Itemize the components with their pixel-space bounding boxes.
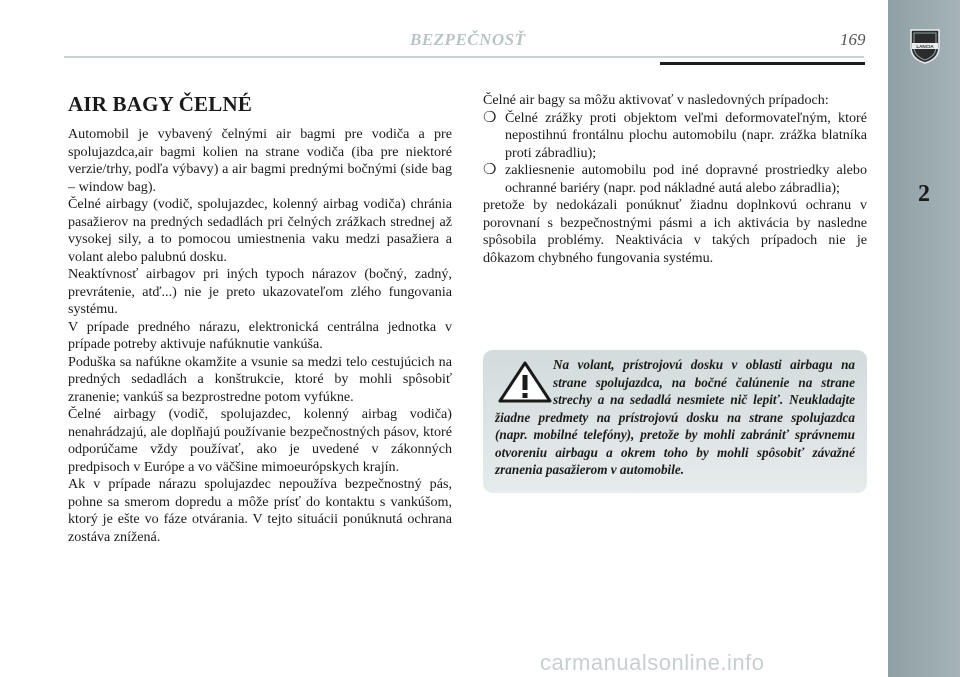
paragraph: Automobil je vybavený čelnými air bagmi pre vodiča a pre spolujazdca,air bagmi kolien na strane vodiča (iba pre niektoré verzie/trhy, podľa výbavy) a air bagmi prednými bočnými (side bag – window bag). [68,126,452,195]
section-title: BEZPEČNOSŤ [410,30,526,49]
paragraph: Poduška sa nafúkne okamžite a vsunie sa medzi telo cestujúcich na predných sedadlách a konštrukcie, ktoré by mohli spôsobiť zranenie; vankúš sa bezprostredne potom vyfúkne. [68,353,452,405]
list-item-text: Čelné zrážky proti objektom veľmi deformovateľným, ktoré nepostihnú frontálnu plochu automobilu (napr. zrážka blatníka proti zábradliu); [505,109,867,161]
list-item-text: zakliesnenie automobilu pod iné dopravné prostriedky alebo ochranné bariéry (napr. pod nákladné autá alebo zábradlia); [505,162,867,196]
warning-triangle-icon [497,360,553,404]
left-column [68,126,452,546]
paragraph: Ak v prípade nárazu spolujazdec nepoužíva bezpečnostný pás, pohne sa smerom dopredu a môže prísť do kontaktu s vankúšom, ktorý je ešte vo fáze otvárania. V tejto situácii ponúknutá ochrana zostáva znížená. [68,476,452,545]
paragraph: Čelné airbagy (vodič, spolujazdec, kolenný airbag vodiča) chránia pasažierov na predných sedadlách pri čelných zrážkach strednej až vysokej sily, a to pomocou umiestnenia vaku medzi pasažiera a volant alebo palubnú dosku. [68,196,452,265]
header-accent-rule [660,62,865,65]
warning-text: Na volant, prístrojovú dosku v oblasti airbagu na strane spolujazdca, na bočné čalúnenie na strane strechy a na sedadlá nesmiete nič lepiť. Neukladajte žiadne predmety na prístrojovú dosku na strane spolujazdca (napr. mobilné telefóny), pretože by mohli zabrániť správnemu otvoreniu airbagu a okrem toho by mohli spôsobiť závažné zranenia pasažierom v automobile. [495,357,855,477]
intro-paragraph: Čelné air bagy sa môžu aktivovať v nasledovných prípadoch: [483,92,829,108]
list-item [483,162,867,197]
logo-lettering: LANCIA [916,44,934,49]
watermark: carmanualsonline.info [540,650,765,675]
section-heading: AIR BAGY ČELNÉ [68,92,253,116]
header-divider [64,56,864,58]
paragraph: Čelné airbagy (vodič, spolujazdec, kolenný airbag vodiča) nenahrádzajú, ale doplňajú používanie bezpečnostných pásov, ktoré odporúčame vždy používať, ako je uvedené v zákonných predpisoch v Európe a vo väčšine mimoeurópskych krajín. [68,406,452,475]
bullet-circle-icon: ❍ [483,162,497,178]
warning-box [483,350,867,493]
list-item [483,110,867,163]
page-number: 169 [840,30,866,49]
bullet-circle-icon: ❍ [483,109,497,126]
right-column [483,92,867,267]
lancia-logo-icon [906,27,944,65]
outro-paragraph: pretože by nedokázali ponúknuť žiadnu doplnkovú ochranu v porovnaní s bezpečnostnými pásmi a ich aktivácia by nasledne spôsobila problémy. Neaktivácia v takých prípadoch nie je dôkazom chybného fungovania systému. [483,197,867,266]
chapter-sidebar [888,0,960,677]
paragraph: V prípade predného nárazu, elektronická centrálna jednotka v prípade potreby aktivuje nafúknutie vankúša. [68,318,452,352]
chapter-number: 2 [918,181,930,207]
paragraph: Neaktívnosť airbagov pri iných typoch nárazov (bočný, zadný, prevrátenie, atď...) nie je preto ukazovateľom zlého fungovania systému. [68,266,452,317]
